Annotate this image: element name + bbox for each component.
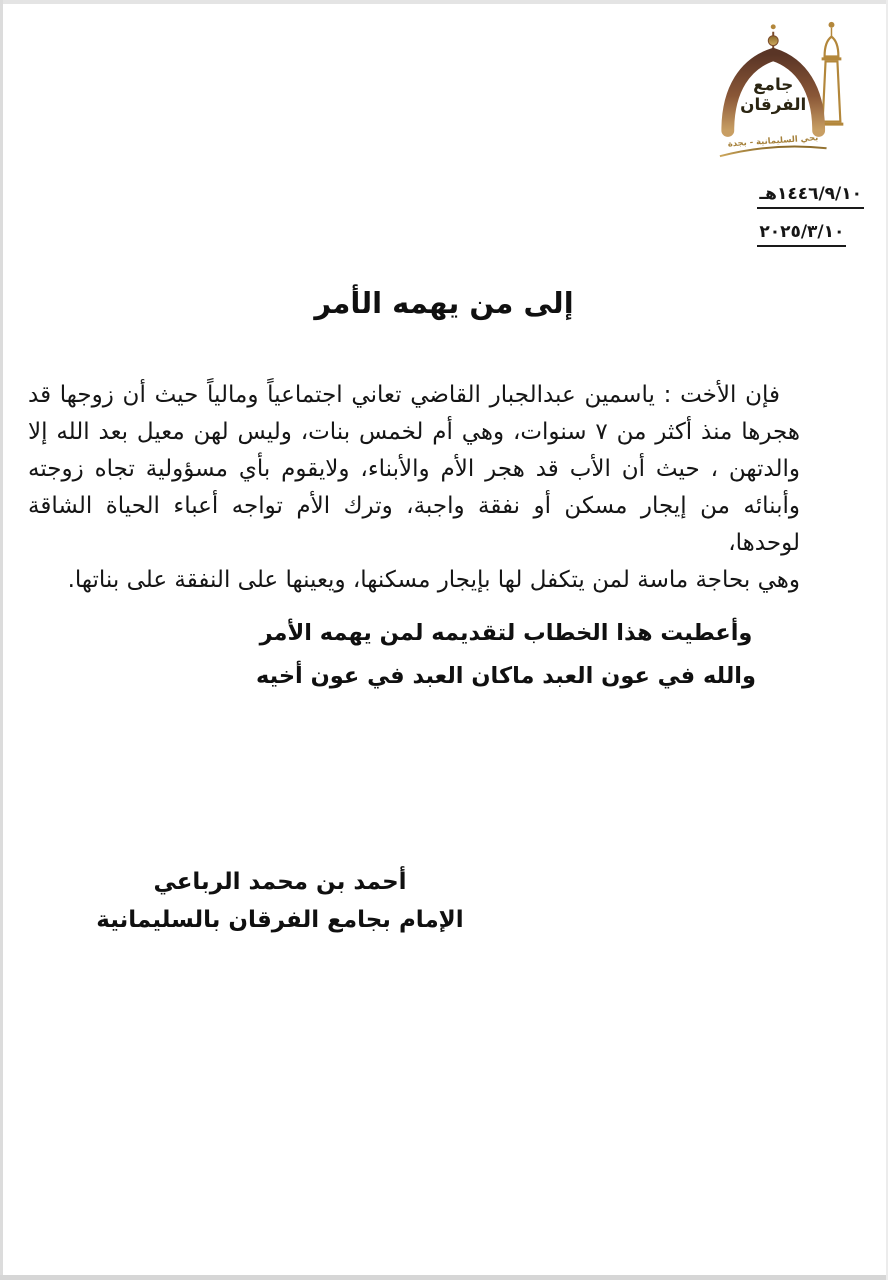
signer-name: أحمد بن محمد الرباعي: [153, 869, 407, 895]
mosque-location-text: بحي السليمانية - بجدة: [727, 132, 819, 149]
closing-block: [62, 620, 888, 706]
letter-body: [28, 377, 800, 599]
closing-line-2: والله في عون العبد ماكان العبد في عون أخيه: [256, 663, 756, 689]
signature-block: [78, 869, 482, 933]
body-line-2: هجرها منذ أكثر من ٧ سنوات، وهي أم لخمس بنات، وليس لهن معيل بعد الله إلا: [28, 419, 801, 445]
letter-title: إلى من يهمه الأمر: [314, 286, 574, 320]
body-line-3: والدتهن ، حيث أن الأب قد هجر الأم والأبناء، ولايقوم بأي مسؤولية تجاه زوجته: [28, 456, 800, 482]
closing-line-1: وأعطيت هذا الخطاب لتقديمه لمن يهمه الأمر: [259, 620, 753, 646]
body-line-5: وهي بحاجة ماسة لمن يتكفل لها بإيجار مسكنها، ويعينها على النفقة على بناتها.: [67, 567, 800, 593]
scan-edge-top: [0, 0, 888, 4]
hijri-date: [757, 184, 864, 209]
hijri-date-text: ١٤٤٦/٩/١٠هـ: [757, 184, 864, 209]
mosque-name-line2: الفرقان: [740, 93, 807, 114]
mosque-name-line1: جامع: [753, 74, 794, 95]
gregorian-date: [757, 222, 864, 247]
signer-title: الإمام بجامع الفرقان بالسليمانية: [96, 907, 464, 933]
body-line-1: فإن الأخت : ياسمين عبدالجبار القاضي تعاني اجتماعياً ومالياً حيث أن زوجها قد: [28, 382, 780, 408]
date-block: [757, 184, 864, 260]
scan-edge-left: [0, 0, 3, 1280]
body-line-4: وأبنائه من إيجار مسكن أو نفقة واجبة، وترك الأم تواجه أعباء الحياة الشاقة لوحدها،: [28, 493, 800, 556]
gregorian-date-text: ٢٠٢٥/٣/١٠: [757, 222, 846, 247]
mosque-logo: [712, 12, 870, 170]
scan-edge-bottom: [0, 1275, 888, 1280]
